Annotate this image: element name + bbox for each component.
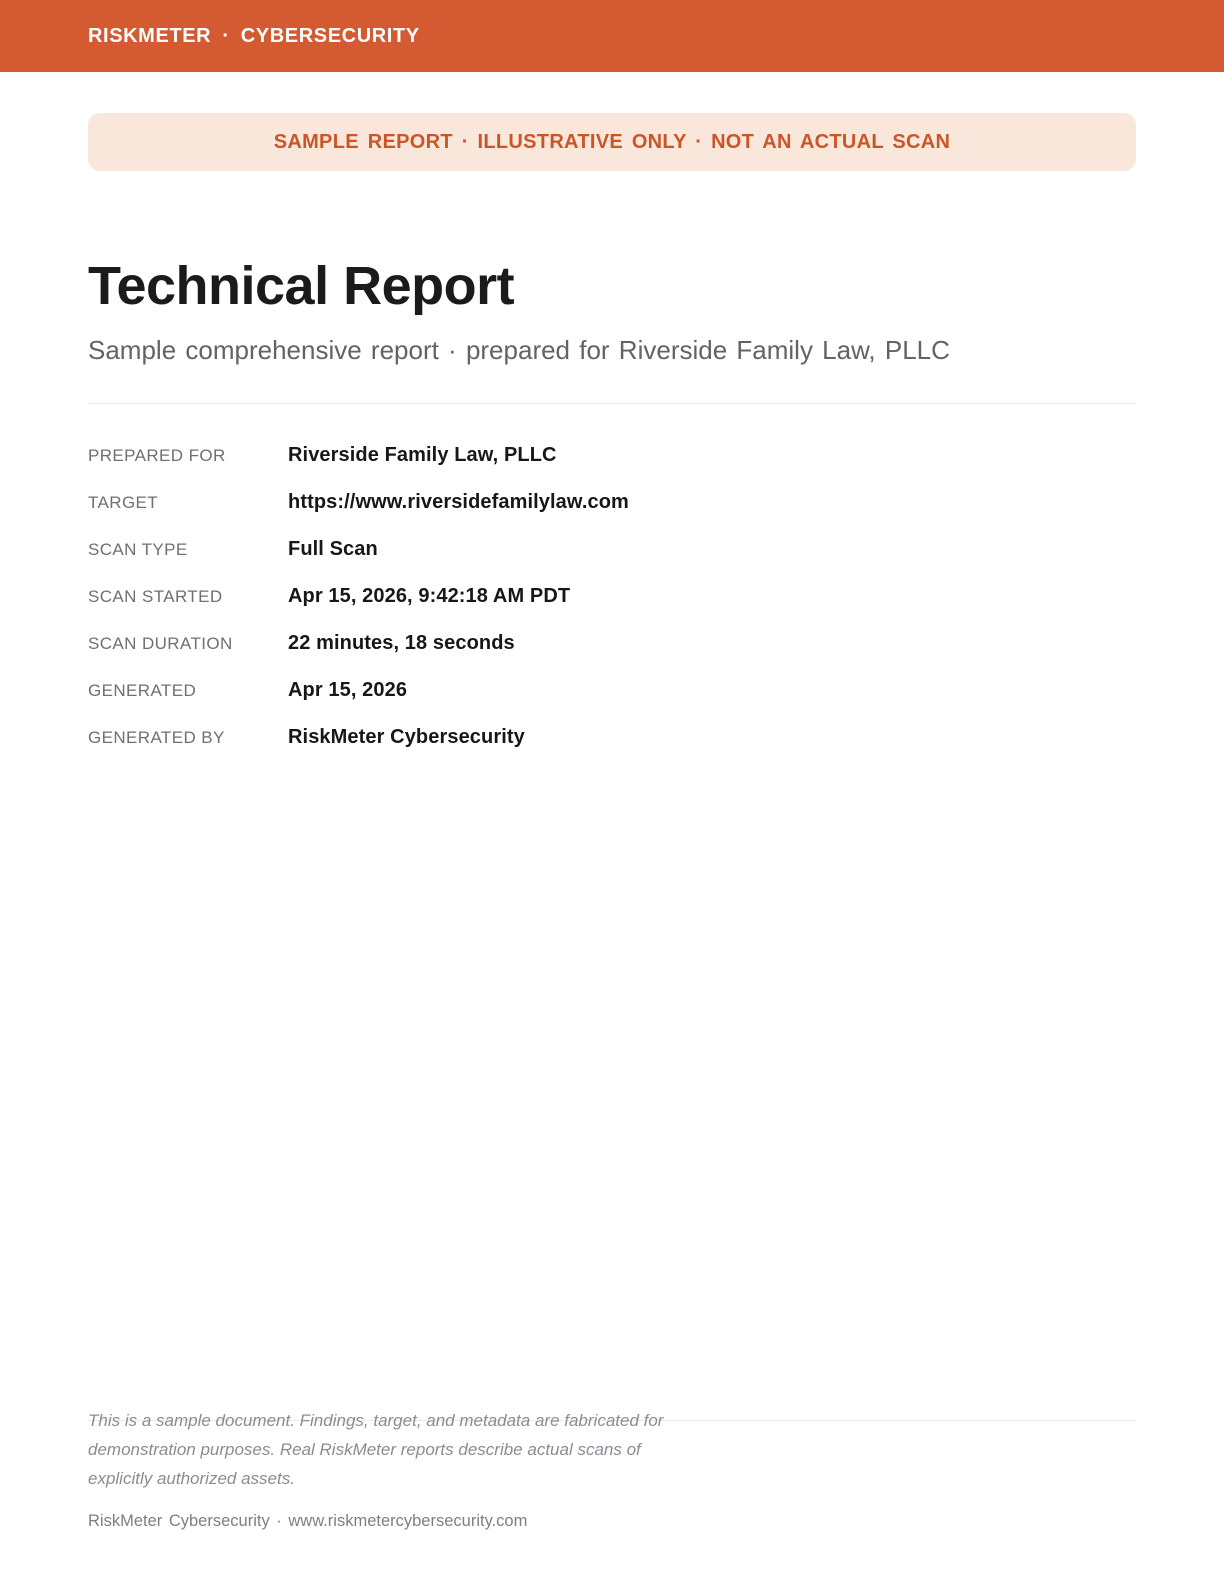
table-row: [88, 444, 1136, 467]
page-subtitle: Sample comprehensive report · prepared for Riverside Family Law, PLLC: [88, 335, 950, 366]
meta-value-generated: Apr 15, 2026: [288, 679, 408, 702]
table-row: [88, 679, 1136, 702]
meta-value-scan-duration: 22 minutes, 18 seconds: [288, 632, 515, 655]
disclaimer-line: explicitly authorized assets.: [88, 1469, 295, 1488]
meta-value-generated-by: RiskMeter Cybersecurity: [288, 726, 525, 749]
meta-label-generated: GENERATED: [88, 681, 197, 701]
sample-notice-banner: [88, 113, 1136, 171]
meta-label-scan-started: SCAN STARTED: [88, 587, 223, 607]
table-row: [88, 632, 1136, 655]
page-footer: [88, 1406, 1136, 1532]
meta-label-scan-duration: SCAN DURATION: [88, 634, 233, 654]
page-title: Technical Report: [88, 256, 515, 316]
sample-disclaimer: [88, 1406, 1136, 1493]
footer-rule-wrap: [88, 1406, 1136, 1493]
cover-content: [0, 255, 1224, 749]
table-row: [88, 491, 1136, 514]
scan-metadata-table: [88, 444, 1136, 749]
footer-brand-line: RiskMeter Cybersecurity · www.riskmetercybersecurity.com: [88, 1512, 528, 1530]
disclaimer-line: This is a sample document. Findings, target, and metadata are fabricated for: [88, 1411, 664, 1430]
meta-label-generated-by: GENERATED BY: [88, 728, 225, 748]
meta-value-scan-started: Apr 15, 2026, 9:42:18 AM PDT: [288, 585, 571, 608]
disclaimer-line: demonstration purposes. Real RiskMeter reports describe actual scans of: [88, 1440, 641, 1459]
title-divider: [88, 403, 1136, 404]
table-row: [88, 585, 1136, 608]
table-row: [88, 538, 1136, 561]
sample-notice-text: SAMPLE REPORT · ILLUSTRATIVE ONLY · NOT AN ACTUAL SCAN: [273, 130, 951, 153]
brand-wordmark: RISKMETER · CYBERSECURITY: [88, 24, 420, 47]
meta-value-prepared-for: Riverside Family Law, PLLC: [288, 444, 557, 467]
meta-label-prepared-for: PREPARED FOR: [88, 446, 226, 466]
meta-label-scan-type: SCAN TYPE: [88, 540, 188, 560]
table-row: [88, 726, 1136, 749]
meta-value-target: https://www.riversidefamilylaw.com: [288, 491, 629, 514]
meta-label-target: TARGET: [88, 493, 159, 513]
meta-value-scan-type: Full Scan: [288, 538, 378, 561]
top-brand-bar: [0, 0, 1224, 72]
